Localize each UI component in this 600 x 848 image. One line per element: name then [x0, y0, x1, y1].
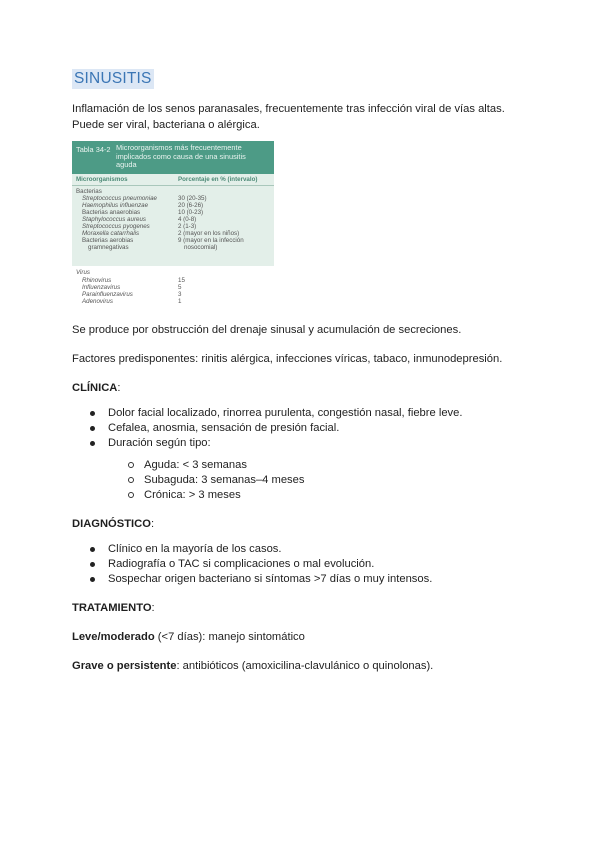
table-row: Bacterias aerobias — [82, 237, 134, 244]
table-cell: 4 (0-8) — [178, 216, 197, 223]
list-item: Clínico en la mayoría de los casos. — [72, 542, 432, 557]
table-caption: Microorganismos más frecuentemente implicados como causa de una sinusitis aguda — [116, 143, 246, 170]
table-number: Tabla 34-2 — [76, 145, 111, 154]
list-item: Crónica: > 3 meses — [72, 488, 304, 503]
table-column-headers — [72, 174, 274, 186]
tratamiento-leve — [72, 629, 305, 645]
table-row: Staphylococcus aureus — [82, 216, 146, 223]
clinica-heading: CLÍNICA: — [72, 382, 121, 394]
table-cell: 2 (mayor en los niños) — [178, 230, 240, 237]
table-group-label: Virus — [76, 269, 90, 276]
table-cell: 5 — [178, 284, 182, 291]
table-cell: 1 — [178, 298, 182, 305]
cause-paragraph: Se produce por obstrucción del drenaje sinusal y acumulación de secreciones. — [72, 324, 462, 336]
list-item: Radiografía o TAC si complicaciones o mal evolución. — [72, 557, 432, 572]
table-cell: 10 (0-23) — [178, 209, 204, 216]
duration-sublist — [72, 458, 304, 503]
tratamiento-heading-text: TRATAMIENTO — [72, 602, 152, 614]
table-cell: 9 (mayor en la infección — [178, 237, 244, 244]
intro-line-1: Inflamación de los senos paranasales, frecuentemente tras infección viral de vías altas. — [72, 103, 505, 115]
intro-paragraph — [72, 101, 505, 133]
tratamiento-grave — [72, 658, 433, 674]
intro-line-2: Puede ser viral, bacteriana o alérgica. — [72, 119, 260, 131]
table-row: Bacterias anaerobias — [82, 209, 141, 216]
clinica-list — [72, 406, 462, 451]
table-row: Parainfluenzavirus — [82, 291, 133, 298]
leve-text: (<7 días): manejo sintomático — [154, 631, 305, 643]
grave-label: Grave o persistente — [72, 660, 177, 672]
table-row: Streptococcus pyogenes — [82, 223, 150, 230]
table-row: Rhinovirus — [82, 277, 112, 284]
diagnostico-list — [72, 542, 432, 587]
table-virus-section — [72, 266, 274, 313]
list-item: Subaguda: 3 semanas–4 meses — [72, 473, 304, 488]
table-row: gramnegativas — [88, 244, 129, 251]
list-item: Dolor facial localizado, rinorrea purulenta, congestión nasal, fiebre leve. — [72, 406, 462, 421]
table-group-label: Bacterias — [76, 188, 102, 195]
table-cell: 2 (1-3) — [178, 223, 197, 230]
list-item: Duración según tipo: — [72, 436, 462, 451]
table-col-percentage: Porcentaje en % (intervalo) — [178, 176, 258, 183]
table-row: Streptococcus pneumoniae — [82, 195, 157, 202]
table-col-organisms: Microorganismos — [76, 176, 128, 183]
microorganism-table-image — [72, 141, 274, 313]
table-cell: 15 — [178, 277, 185, 284]
clinica-heading-text: CLÍNICA — [72, 382, 118, 394]
table-row: Influenzavirus — [82, 284, 121, 291]
tratamiento-heading: TRATAMIENTO: — [72, 602, 155, 614]
table-row: Moraxella catarrhalis — [82, 230, 140, 237]
diagnostico-heading-text: DIAGNÓSTICO — [72, 518, 151, 530]
table-row: Haemophilus influenzae — [82, 202, 149, 209]
list-item: Sospechar origen bacteriano si síntomas >7 días o muy intensos. — [72, 572, 432, 587]
table-cell: 30 (20-35) — [178, 195, 207, 202]
table-header — [72, 141, 274, 174]
list-item: Aguda: < 3 semanas — [72, 458, 304, 473]
table-cell: 3 — [178, 291, 182, 298]
grave-text: : antibióticos (amoxicilina-clavulánico o quinolonas). — [176, 660, 434, 672]
table-cell: nosocomial) — [184, 244, 218, 251]
list-item: Cefalea, anosmia, sensación de presión facial. — [72, 421, 462, 436]
risk-factors-paragraph: Factores predisponentes: rinitis alérgica, infecciones víricas, tabaco, inmunodepresión. — [72, 353, 503, 365]
leve-label: Leve/moderado — [72, 631, 155, 643]
table-row: Adenovirus — [82, 298, 113, 305]
table-cell: 20 (6-26) — [178, 202, 204, 209]
table-bacteria-section — [72, 174, 274, 266]
page-title: SINUSITIS — [74, 70, 152, 87]
diagnostico-heading: DIAGNÓSTICO: — [72, 518, 155, 530]
